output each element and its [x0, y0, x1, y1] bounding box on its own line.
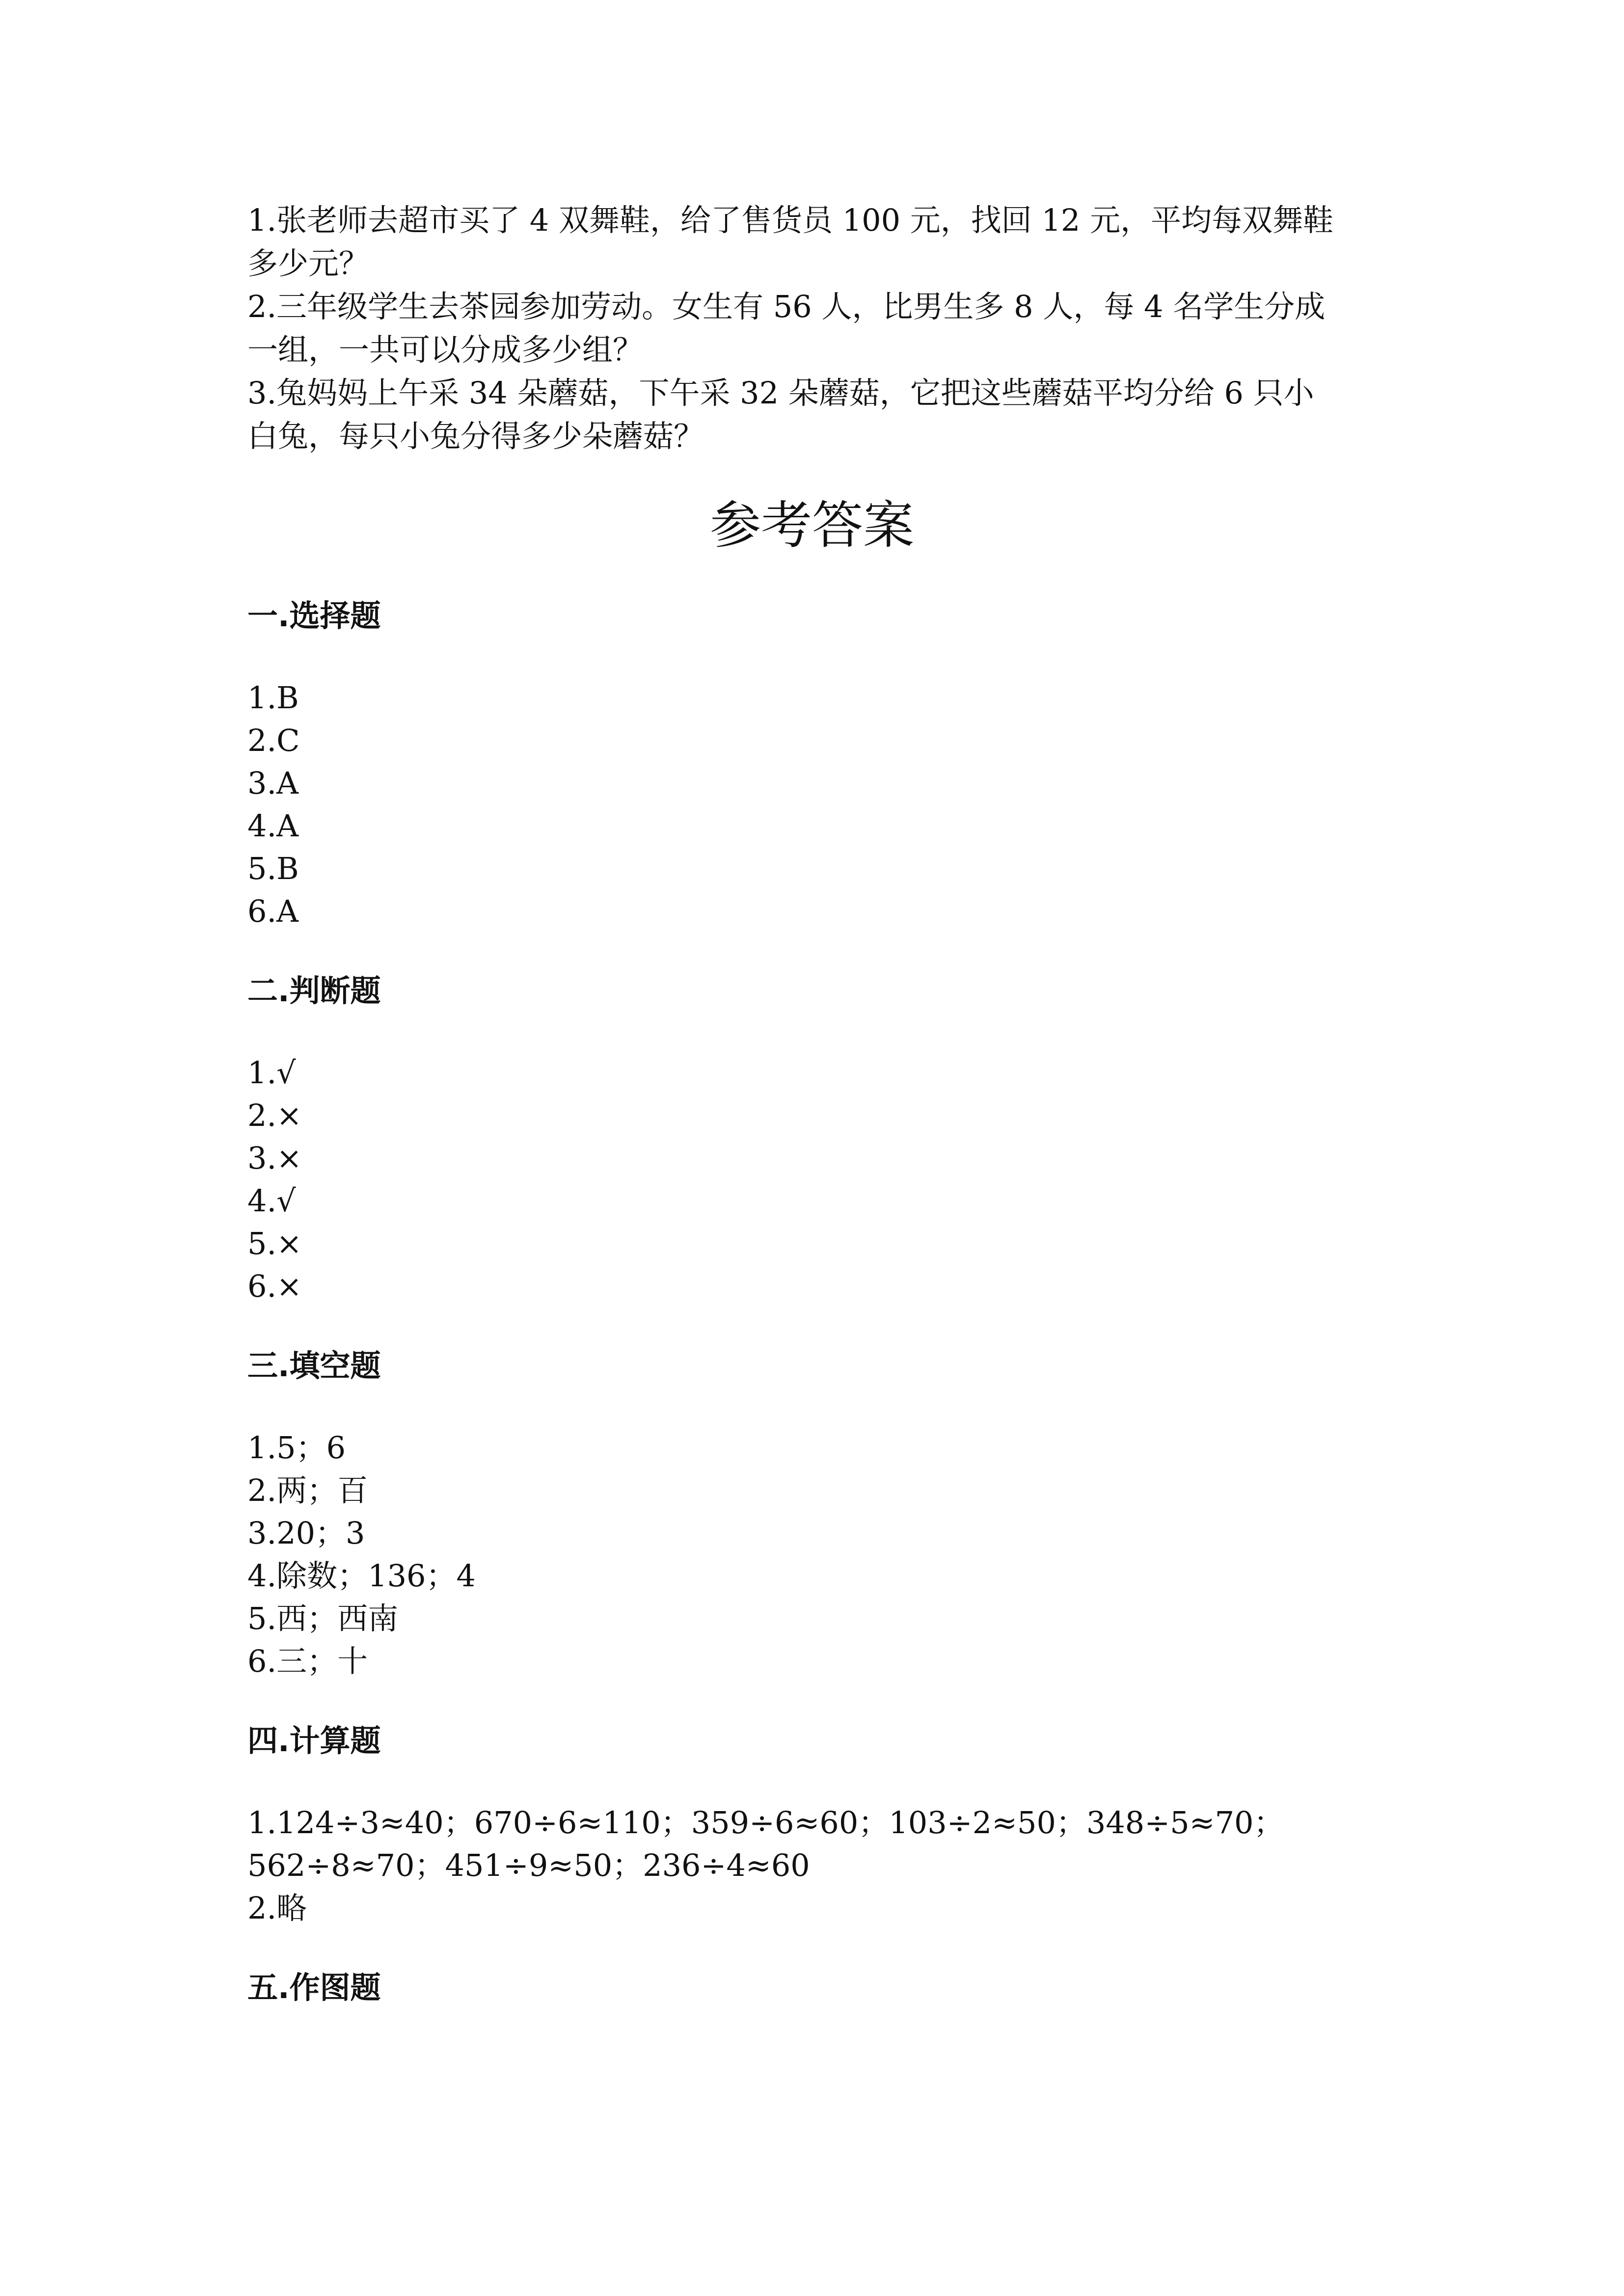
answer-item: 3.A: [247, 765, 298, 801]
answer-item: 5.×: [247, 1226, 302, 1261]
answer-key-title: 参考答案: [709, 495, 914, 555]
answer-item: 6.三；十: [247, 1643, 368, 1679]
answer-item: 6.A: [247, 893, 298, 929]
answer-item: 2.略: [247, 1890, 307, 1926]
answer-item: 2.×: [247, 1097, 302, 1133]
answer-item: 1.√: [247, 1055, 296, 1091]
answer-item: 1.5；6: [247, 1430, 346, 1466]
answer-list-calculation: [247, 1801, 1284, 1929]
answer-item: 6.×: [247, 1268, 302, 1304]
section-heading-judgement: 二.判断题: [247, 973, 381, 1009]
section-heading-fill-blank: 三.填空题: [247, 1348, 381, 1384]
answer-list-judgement: [247, 1051, 302, 1308]
answer-item: 4.A: [247, 808, 298, 844]
question-3-line-2: 白兔，每只小兔分得多少朵蘑菇？: [247, 418, 704, 454]
answer-item: 3.×: [247, 1140, 302, 1176]
answer-item: 2.两；百: [247, 1472, 368, 1508]
question-2-line-1: 2.三年级学生去茶园参加劳动。女生有 56 人，比男生多 8 人，每 4 名学生分成: [247, 289, 1326, 324]
answer-item: 4.√: [247, 1183, 296, 1219]
answer-item: 1.B: [247, 680, 299, 716]
answer-list-choice: [247, 676, 300, 933]
section-heading-calculation: 四.计算题: [247, 1723, 381, 1759]
question-2-line-2: 一组，一共可以分成多少组？: [247, 332, 644, 368]
question-1-line-2: 多少元？: [247, 245, 370, 281]
answer-item: 2.C: [247, 722, 300, 758]
section-heading-drawing: 五.作图题: [247, 1970, 381, 2005]
question-1-line-1: 1.张老师去超市买了 4 双舞鞋，给了售货员 100 元，找回 12 元，平均每双舞鞋: [247, 202, 1334, 238]
section-heading-choice: 一.选择题: [247, 598, 381, 634]
question-3-line-1: 3.兔妈妈上午采 34 朵蘑菇，下午采 32 朵蘑菇，它把这些蘑菇平均分给 6 只小: [247, 375, 1314, 411]
answer-item: 1.124÷3≈40；670÷6≈110；359÷6≈60；103÷2≈50；348÷5≈70；: [247, 1805, 1284, 1841]
answer-item: 562÷8≈70；451÷9≈50；236÷4≈60: [247, 1847, 810, 1883]
answer-item: 5.B: [247, 851, 299, 886]
answer-item: 5.西；西南: [247, 1601, 399, 1636]
answer-item: 4.除数；136；4: [247, 1558, 476, 1594]
answer-list-fill-blank: [247, 1426, 476, 1682]
answer-item: 3.20；3: [247, 1515, 365, 1551]
